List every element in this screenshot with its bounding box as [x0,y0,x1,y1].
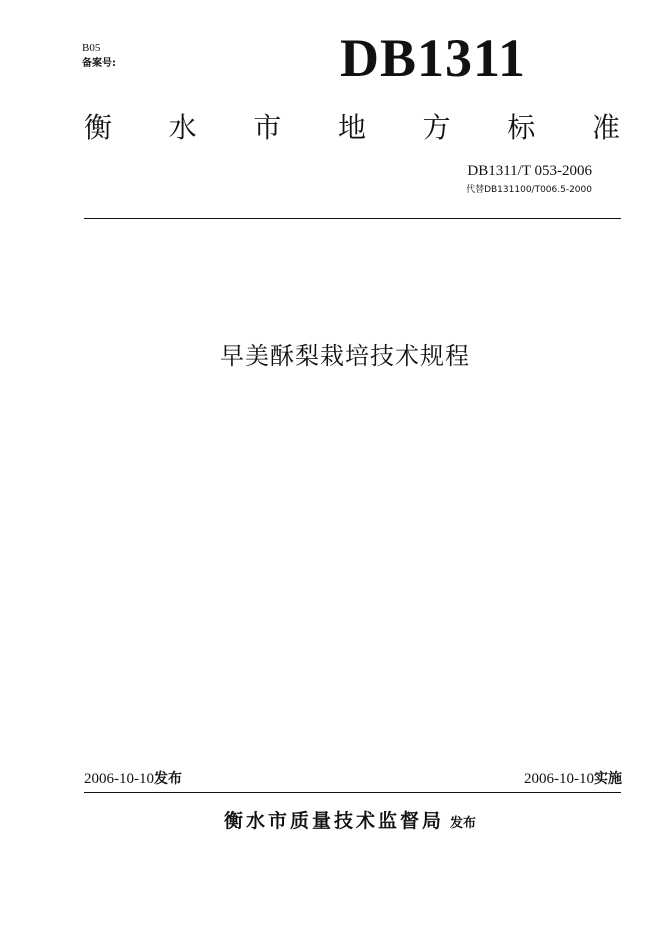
implementation-date-label: 实施 [594,771,622,787]
issuing-authority [140,806,560,833]
footer-divider [84,792,621,793]
document-title: 早美酥梨栽培技术规程 [220,342,470,370]
filing-number-label: 备案号: [82,58,116,69]
replaces-standard: 代替DB131100/T006.5-2000 [466,185,592,195]
standard-kind-char: 准 [591,111,620,144]
standard-kind-char: 衡 [84,111,113,144]
standard-kind-char: 水 [168,111,197,144]
issue-date [84,770,182,788]
standard-kind-char: 市 [253,111,282,144]
issue-date-label: 发布 [154,771,182,787]
implementation-date [480,770,622,788]
standard-number: DB1311/T 053-2006 [467,163,592,179]
standard-kind-char: 方 [422,111,451,144]
issuer-name: 衡水市质量技术监督局 [223,810,444,832]
implementation-date-value: 2006-10-10 [524,771,594,787]
classification-code: B05 [82,42,101,54]
issue-date-value: 2006-10-10 [84,771,154,787]
standard-kind-char: 标 [507,111,536,144]
header-divider [84,218,621,219]
standard-kind [84,108,620,148]
standard-code: DB1311 [340,28,527,88]
issuer-suffix: 发布 [450,816,477,831]
standard-kind-char: 地 [337,111,366,144]
